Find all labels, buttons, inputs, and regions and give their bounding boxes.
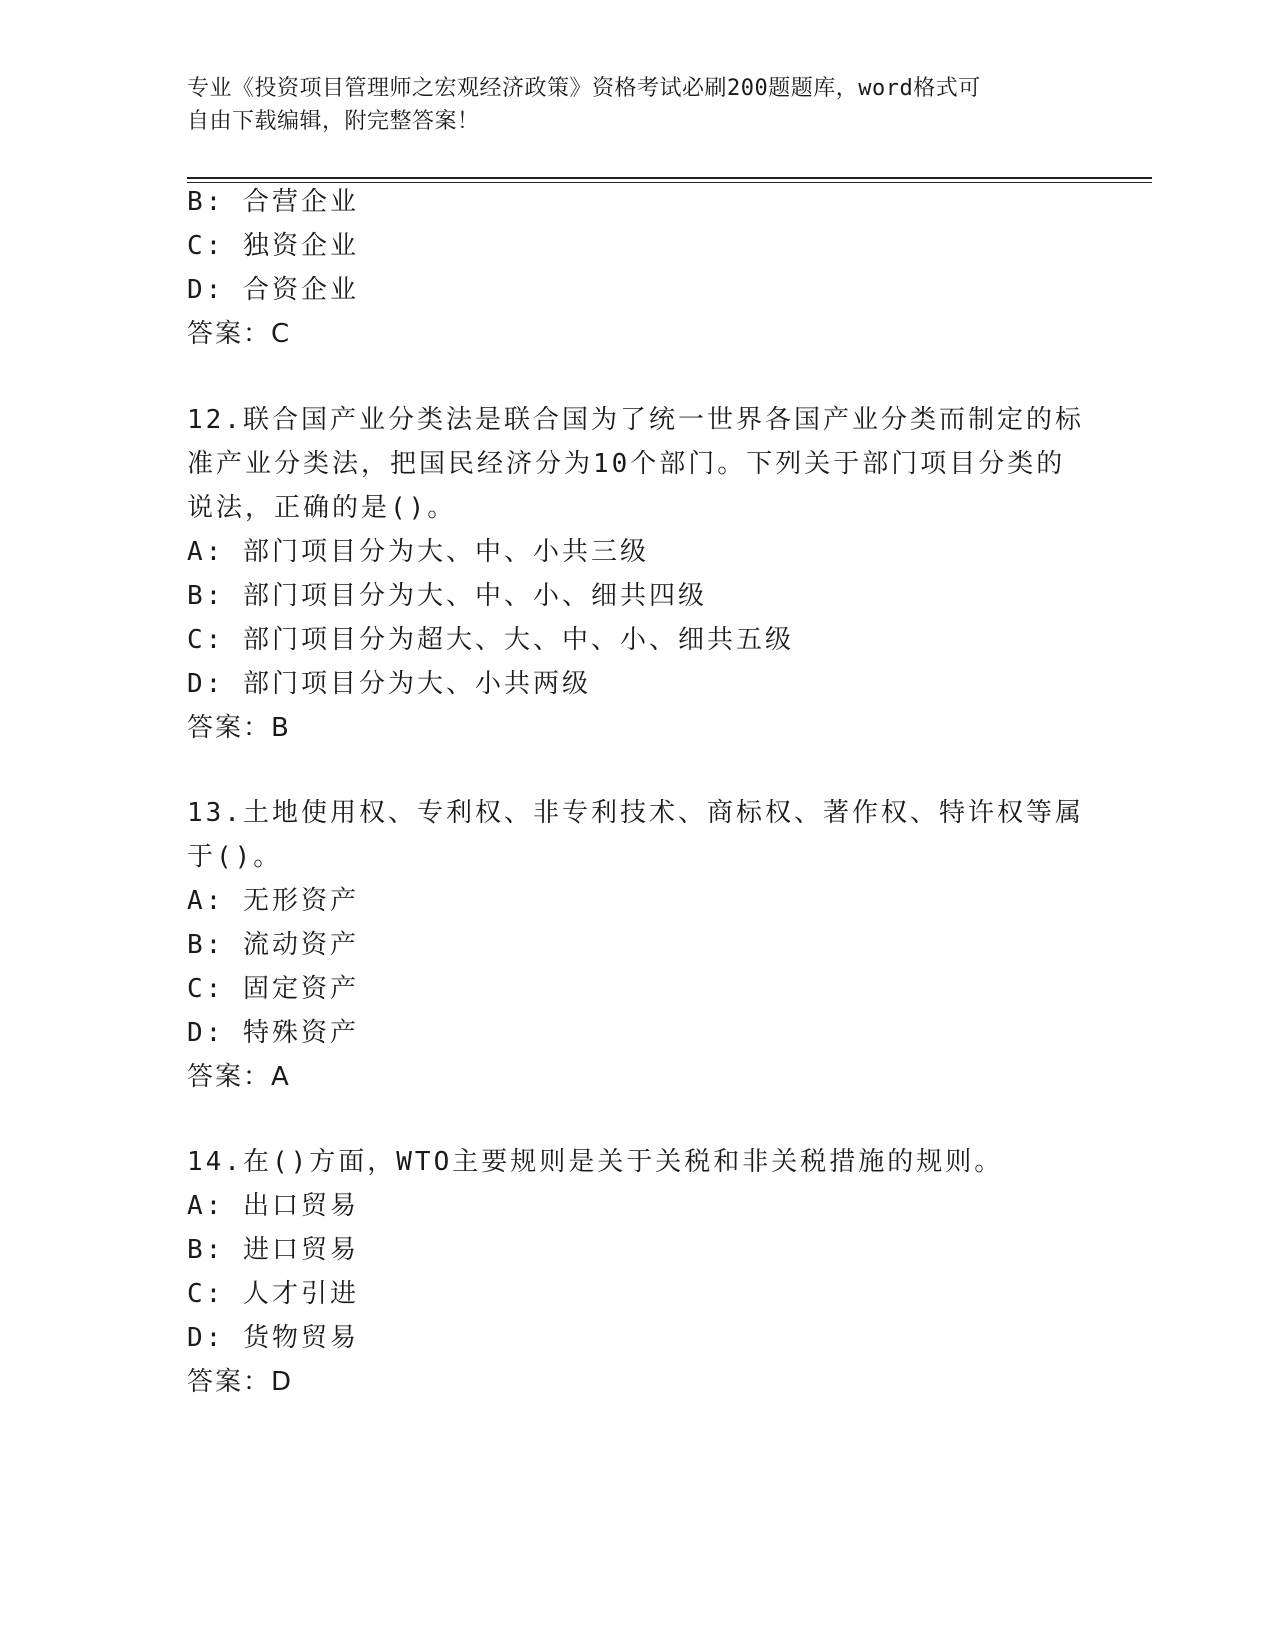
q13-answer: 答案：A bbox=[187, 1062, 291, 1092]
q12-option-d: D: 部门项目分为大、小共两级 bbox=[187, 669, 591, 699]
q12-option-a: A: 部门项目分为大、中、小共三级 bbox=[187, 537, 649, 567]
q12-option-c: C: 部门项目分为超大、大、中、小、细共五级 bbox=[187, 625, 794, 655]
q11-option-d: D: 合资企业 bbox=[187, 275, 359, 305]
q14-option-c: C: 人才引进 bbox=[187, 1279, 359, 1309]
q14-option-b: B: 进口贸易 bbox=[187, 1235, 359, 1265]
q13-option-c: C: 固定资产 bbox=[187, 974, 359, 1004]
header-divider-thick bbox=[187, 177, 1152, 179]
q12-answer: 答案：B bbox=[187, 713, 291, 743]
q13-option-b: B: 流动资产 bbox=[187, 930, 359, 960]
q14-answer: 答案：D bbox=[187, 1367, 294, 1397]
q14-option-d: D: 货物贸易 bbox=[187, 1323, 359, 1353]
q11-answer: 答案：C bbox=[187, 319, 292, 349]
q11-option-c: C: 独资企业 bbox=[187, 231, 359, 261]
header-line-1: 专业《投资项目管理师之宏观经济政策》资格考试必刷200题题库，word格式可 bbox=[187, 76, 981, 101]
q12-option-b: B: 部门项目分为大、中、小、细共四级 bbox=[187, 581, 707, 611]
q12-stem-line-3: 说法，正确的是()。 bbox=[187, 493, 457, 523]
document-header bbox=[187, 72, 1067, 138]
q14-option-a: A: 出口贸易 bbox=[187, 1191, 359, 1221]
q12-stem-line-1: 12.联合国产业分类法是联合国为了统一世界各国产业分类而制定的标 bbox=[187, 405, 1084, 435]
q14-stem-line-1: 14.在()方面，WTO主要规则是关于关税和非关税措施的规则。 bbox=[187, 1147, 1004, 1177]
q13-option-a: A: 无形资产 bbox=[187, 886, 359, 916]
q13-stem-line-2: 于()。 bbox=[187, 842, 283, 872]
q11-option-b: B: 合营企业 bbox=[187, 187, 359, 217]
q13-stem-line-1: 13.土地使用权、专利权、非专利技术、商标权、著作权、特许权等属 bbox=[187, 798, 1084, 828]
q12-stem-line-2: 准产业分类法，把国民经济分为10个部门。下列关于部门项目分类的 bbox=[187, 449, 1066, 479]
header-divider-thin bbox=[187, 182, 1152, 183]
header-line-2: 自由下载编辑，附完整答案！ bbox=[187, 109, 480, 134]
q13-option-d: D: 特殊资产 bbox=[187, 1018, 359, 1048]
